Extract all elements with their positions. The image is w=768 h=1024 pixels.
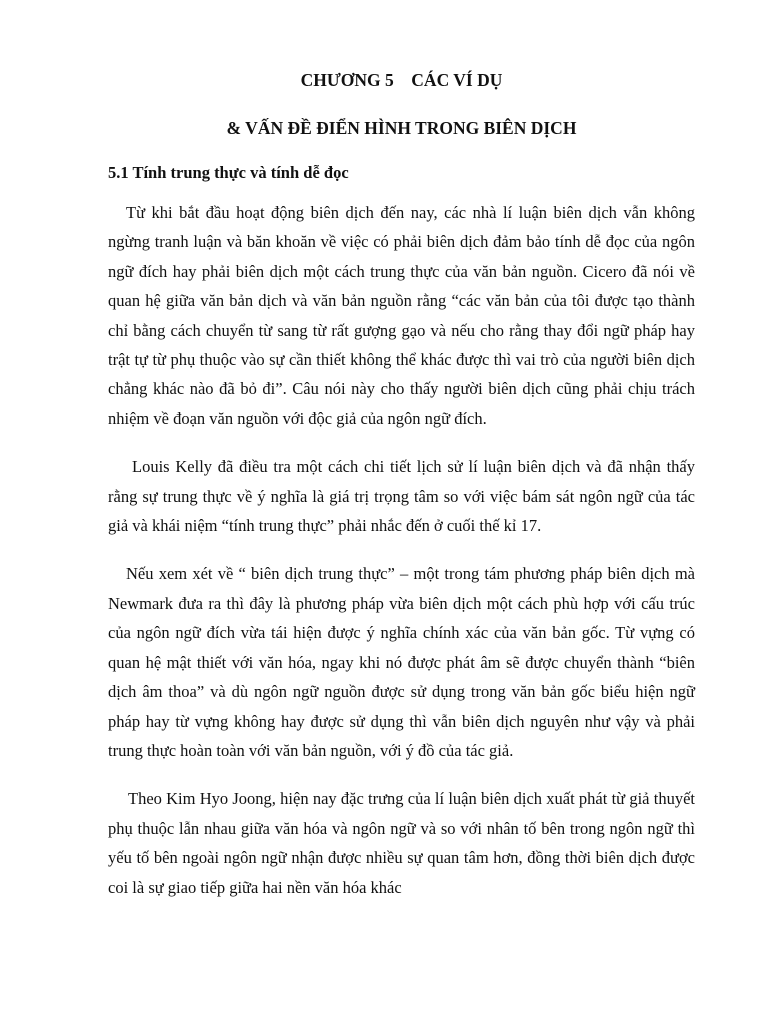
paragraph-1: Từ khi bắt đầu hoạt động biên dịch đến nay, các nhà lí luận biên dịch vẫn không ngừng tranh luận và băn khoăn về việc có phải biên dịch đảm bảo tính dễ đọc của ngôn ngữ đích hay phải biên dịch một cách trung thực của văn bản nguồn. Cicero đã nói về quan hệ giữa văn bản dịch và văn bản nguồn rằng “các văn bản của tôi được tạo thành chỉ bằng cách chuyển từ sang từ rất gượng gạo và nếu cho rằng thay đổi ngữ pháp hay trật tự từ phụ thuộc vào sự cần thiết không thể khác được thì vai trò của người biên dịch chẳng khác nào đã bỏ đi”. Câu nói này cho thấy người biên dịch cũng phải chịu trách nhiệm về đoạn văn nguồn với độc giả của ngôn ngữ đích. xyxy=(108,203,695,428)
document-page xyxy=(108,60,695,902)
paragraph-3: Nếu xem xét về “ biên dịch trung thực” – một trong tám phương pháp biên dịch mà Newmark đưa ra thì đây là phương pháp vừa biên dịch một cách phù hợp với cấu trúc của ngôn ngữ đích vừa tái hiện được ý nghĩa chính xác của văn bản gốc. Từ vựng có quan hệ mật thiết với văn hóa, ngay khi nó được phát âm sẽ được chuyển thành “biên dịch âm thoa” và dù ngôn ngữ nguồn được sử dụng trong văn bản gốc biểu hiện ngữ pháp hay từ vựng không hay được sử dụng thì vẫn biên dịch nguyên như vậy và phải trung thực hoàn toàn với văn bản nguồn, với ý đồ của tác giả. xyxy=(108,564,695,760)
paragraph-4: Theo Kim Hyo Joong, hiện nay đặc trưng của lí luận biên dịch xuất phát từ giả thuyết phụ thuộc lẫn nhau giữa văn hóa và ngôn ngữ và so với nhân tố bên trong ngôn ngữ thì yếu tố bên ngoài ngôn ngữ nhận được nhiều sự quan tâm hơn, đồng thời biên dịch được coi là sự giao tiếp giữa hai nền văn hóa khác xyxy=(108,789,695,897)
chapter-subtitle: & VẤN ĐỀ ĐIỂN HÌNH TRONG BIÊN DỊCH xyxy=(226,118,577,138)
chapter-title: CHƯƠNG 5 CÁC VÍ DỤ xyxy=(300,70,503,90)
paragraph-2: Louis Kelly đã điều tra một cách chi tiết lịch sử lí luận biên dịch và đã nhận thấy rằng sự trung thực về ý nghĩa là giá trị trọng tâm so với việc bám sát ngôn ngữ của tác giả và khái niệm “tính trung thực” phải nhắc đến ở cuối thế kỉ 17. xyxy=(108,457,695,536)
section-heading: 5.1 Tính trung thực và tính dễ đọc xyxy=(108,163,349,182)
